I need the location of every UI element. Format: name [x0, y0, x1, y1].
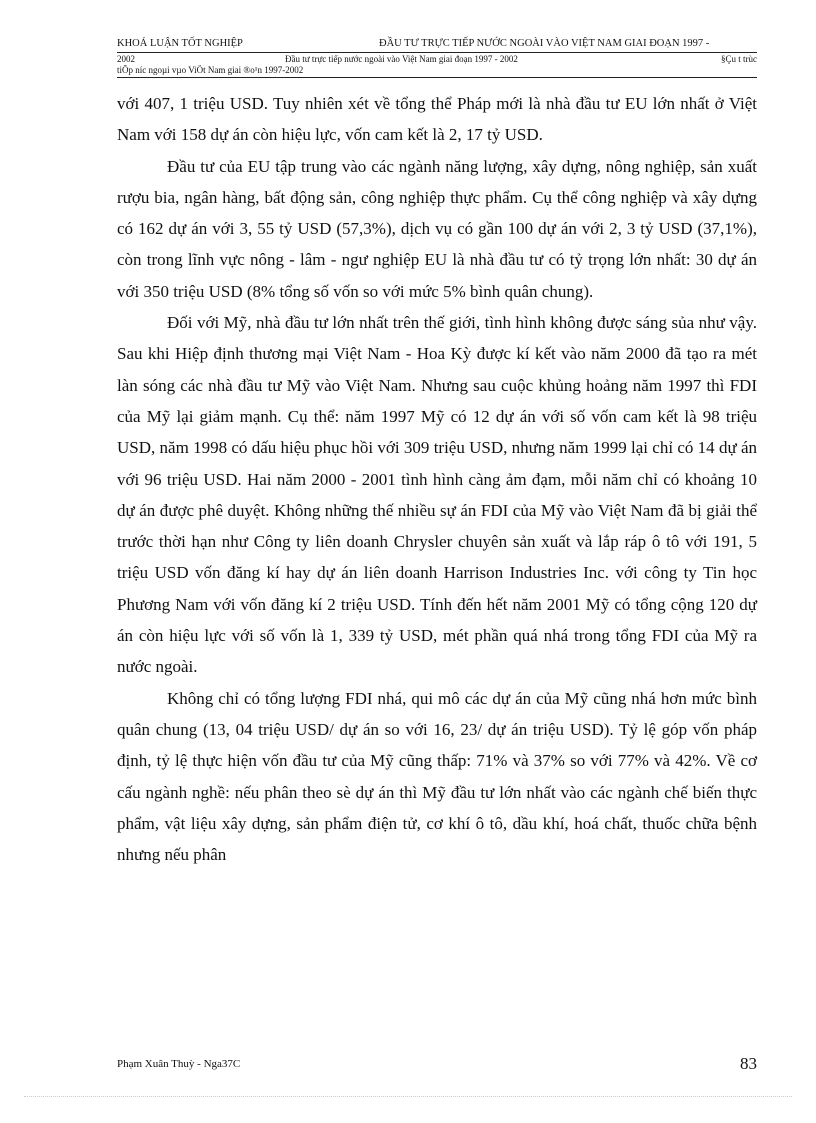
paragraph: Đầu tư của EU tập trung vào các ngành năng lượng, xây dựng, nông nghiệp, sản xuất rượu bia, ngân hàng, bất động sản, công nghiệp thực phẩm. Cụ thể công nghiệp và xây dựng có 162 dự án với 3, 55 tỷ USD (57,3%), dịch vụ có gần 100 dự án với 2, 3 tỷ USD (37,1%), còn trong lĩnh vực nông - lâm - ngư nghiệp EU là nhà đầu tư có tỷ trọng lớn nhất: 30 dự án với 350 triệu USD (8% tổng số vốn so với mức 5% bình quân chung). — [117, 156, 757, 301]
thesis-label: KHOÁ LUẬN TỐT NGHIỆP — [117, 38, 243, 49]
running-header-line-2 — [117, 52, 757, 64]
header-garbled-line: tiÕp níc ngoµi vµo ViÖt Nam giai ®o¹n 1997-2002 — [117, 65, 304, 75]
footer-author: Phạm Xuân Thuỳ - Nga37C — [117, 1058, 241, 1070]
page-edge-divider — [24, 1096, 792, 1097]
page-body — [117, 88, 757, 870]
paragraph: với 407, 1 triệu USD. Tuy nhiên xét về tổng thể Pháp mới là nhà đầu tư EU lớn nhất ở Việt Nam với 158 dự án còn hiệu lực, vốn cam kết là 2, 17 tỷ USD. — [117, 94, 757, 145]
header-garbled-fragment: §Çu t trùc — [721, 54, 757, 64]
page-number: 83 — [740, 1054, 757, 1073]
thesis-topic-title: ĐẦU TƯ TRỰC TIẾP NƯỚC NGOÀI VÀO VIỆT NAM GIAI ĐOẠN 1997 - — [379, 38, 710, 49]
header-year: 2002 — [117, 54, 135, 64]
header-divider — [117, 77, 757, 78]
paragraph: Đối với Mỹ, nhà đầu tư lớn nhất trên thế giới, tình hình không được sáng sủa như vậy. Sau khi Hiệp định thương mại Việt Nam - Hoa Kỳ được kí kết vào năm 2000 đã tạo ra mét làn sóng các nhà đầu tư Mỹ vào Việt Nam. Nhưng sau cuộc khủng hoảng năm 1997 thì FDI của Mỹ lại giảm mạnh. Cụ thể: năm 1997 Mỹ có 12 dự án với số vốn cam kết là 98 triệu USD, năm 1998 có dấu hiệu phục hồi với 309 triệu USD, nhưng năm 1999 lại chỉ có 14 dự án với 96 triệu USD. Hai năm 2000 - 2001 tình hình càng ảm đạm, mỗi năm chỉ có khoảng 10 dự án được phê duyệt. Không những thế nhiều sự án FDI của Mỹ vào Việt Nam đã bị giải thể trước thời hạn như Công ty liên doanh Chrysler chuyên sản xuất và lắp ráp ô tô với 191, 5 triệu USD vốn đăng kí hay dự án liên doanh Harrison Industries Inc. với công ty Tin học Phương Nam với vốn đăng kí 2 triệu USD. Tính đến hết năm 2001 Mỹ có tổng cộng 120 dự án còn hiệu lực với số vốn là 1, 339 tỷ USD, mét phần quá nhá trong tổng FDI của Mỹ ra nước ngoài. — [117, 313, 757, 677]
paragraph: Không chỉ có tổng lượng FDI nhá, qui mô các dự án của Mỹ cũng nhá hơn mức bình quân chung (13, 04 triệu USD/ dự án so với 16, 23/ dự án triệu USD). Tỷ lệ góp vốn pháp định, tỷ lệ thực hiện vốn đầu tư của Mỹ cũng thấp: 71% và 37% so với 77% và 42%. Về cơ cấu ngành nghề: nếu phân theo sè dự án thì Mỹ đầu tư lớn nhất vào các ngành chế biến thực phẩm, vật liệu xây dựng, sản phẩm điện tử, cơ khí ô tô, dầu khí, hoá chất, thuốc chữa bệnh nhưng nếu phân — [117, 688, 757, 865]
page-footer — [117, 1054, 757, 1078]
header-subtitle: Đầu tư trực tiếp nước ngoài vào Việt Nam giai đoạn 1997 - 2002 — [285, 54, 518, 64]
